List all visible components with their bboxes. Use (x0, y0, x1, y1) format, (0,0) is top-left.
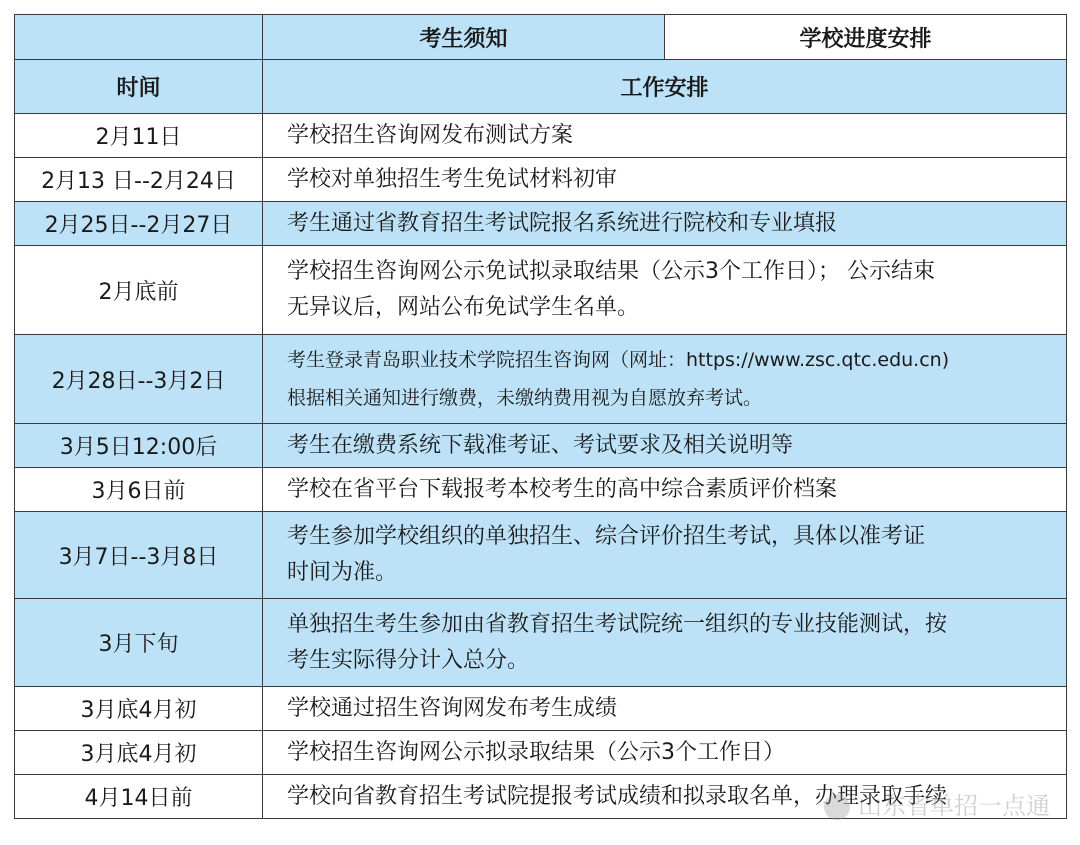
task-line: 学校招生咨询网发布测试方案 (287, 122, 574, 148)
row-task (263, 158, 1067, 202)
row-time: 2月11日 (15, 114, 263, 158)
task-line: 学校向省教育招生考试院提报考试成绩和拟录取名单，办理录取手续 (287, 783, 948, 809)
tab-candidate-notice[interactable]: 考生须知 (263, 15, 665, 60)
table-row (15, 687, 1067, 731)
task-line: 无异议后，网站公布免试学生名单。 (287, 295, 640, 320)
task-line: 考生参加学校组织的单独招生、综合评价招生考试，具体以准考证 (287, 524, 926, 549)
row-task (263, 114, 1067, 158)
row-task (263, 424, 1067, 468)
task-line: 考生登录青岛职业技术学院招生咨询网（网址：https://www.zsc.qtc.edu.cn) (287, 349, 950, 371)
task-line: 时间为准。 (287, 560, 398, 585)
row-task (263, 246, 1067, 335)
watermark-text: 山东省单招一点通 (858, 792, 1050, 820)
task-line: 学校通过招生咨询网发布考生成绩 (287, 695, 618, 721)
column-header-time: 时间 (15, 60, 263, 114)
row-task (263, 468, 1067, 512)
task-line: 学校招生咨询网公示拟录取结果（公示3个工作日） (287, 739, 785, 765)
row-task (263, 731, 1067, 775)
row-task (263, 202, 1067, 246)
row-task (263, 599, 1067, 687)
task-line: 考生实际得分计入总分。 (287, 647, 530, 673)
table-row (15, 335, 1067, 424)
row-time: 2月25日--2月27日 (15, 202, 263, 246)
row-task (263, 775, 1067, 819)
row-time: 3月底4月初 (15, 687, 263, 731)
row-time: 3月7日--3月8日 (15, 512, 263, 599)
row-time: 3月5日12:00后 (15, 424, 263, 468)
row-task (263, 512, 1067, 599)
schedule-table (14, 14, 1067, 819)
task-line: 学校对单独招生考生免试材料初审 (287, 166, 618, 192)
tab-school-schedule[interactable]: 学校进度安排 (665, 15, 1067, 60)
row-time: 2月底前 (15, 246, 263, 335)
blank-corner-cell (15, 15, 263, 60)
table-row (15, 731, 1067, 775)
task-line: 考生通过省教育招生考试院报名系统进行院校和专业填报 (287, 210, 838, 236)
row-time: 3月6日前 (15, 468, 263, 512)
task-line: 根据相关通知进行缴费，未缴纳费用视为自愿放弃考试。 (287, 387, 763, 409)
table-row (15, 158, 1067, 202)
table-row (15, 468, 1067, 512)
table-row (15, 114, 1067, 158)
row-time: 3月下旬 (15, 599, 263, 687)
task-line: 单独招生考生参加由省教育招生考试院统一组织的专业技能测试，按 (287, 611, 948, 637)
row-time: 4月14日前 (15, 775, 263, 819)
row-task (263, 335, 1067, 424)
table-row (15, 599, 1067, 687)
table-row (15, 246, 1067, 335)
table-row (15, 424, 1067, 468)
row-time: 2月13 日--2月24日 (15, 158, 263, 202)
table-row (15, 512, 1067, 599)
row-time: 2月28日--3月2日 (15, 335, 263, 424)
task-line: 学校招生咨询网公示免试拟录取结果（公示3个工作日）； 公示结束 (287, 259, 935, 284)
column-header-task: 工作安排 (263, 60, 1067, 114)
row-task (263, 687, 1067, 731)
table-row (15, 202, 1067, 246)
task-line: 考生在缴费系统下载准考证、考试要求及相关说明等 (287, 432, 794, 458)
task-line: 学校在省平台下载报考本校考生的高中综合素质评价档案 (287, 476, 838, 502)
row-time: 3月底4月初 (15, 731, 263, 775)
table-row (15, 775, 1067, 819)
